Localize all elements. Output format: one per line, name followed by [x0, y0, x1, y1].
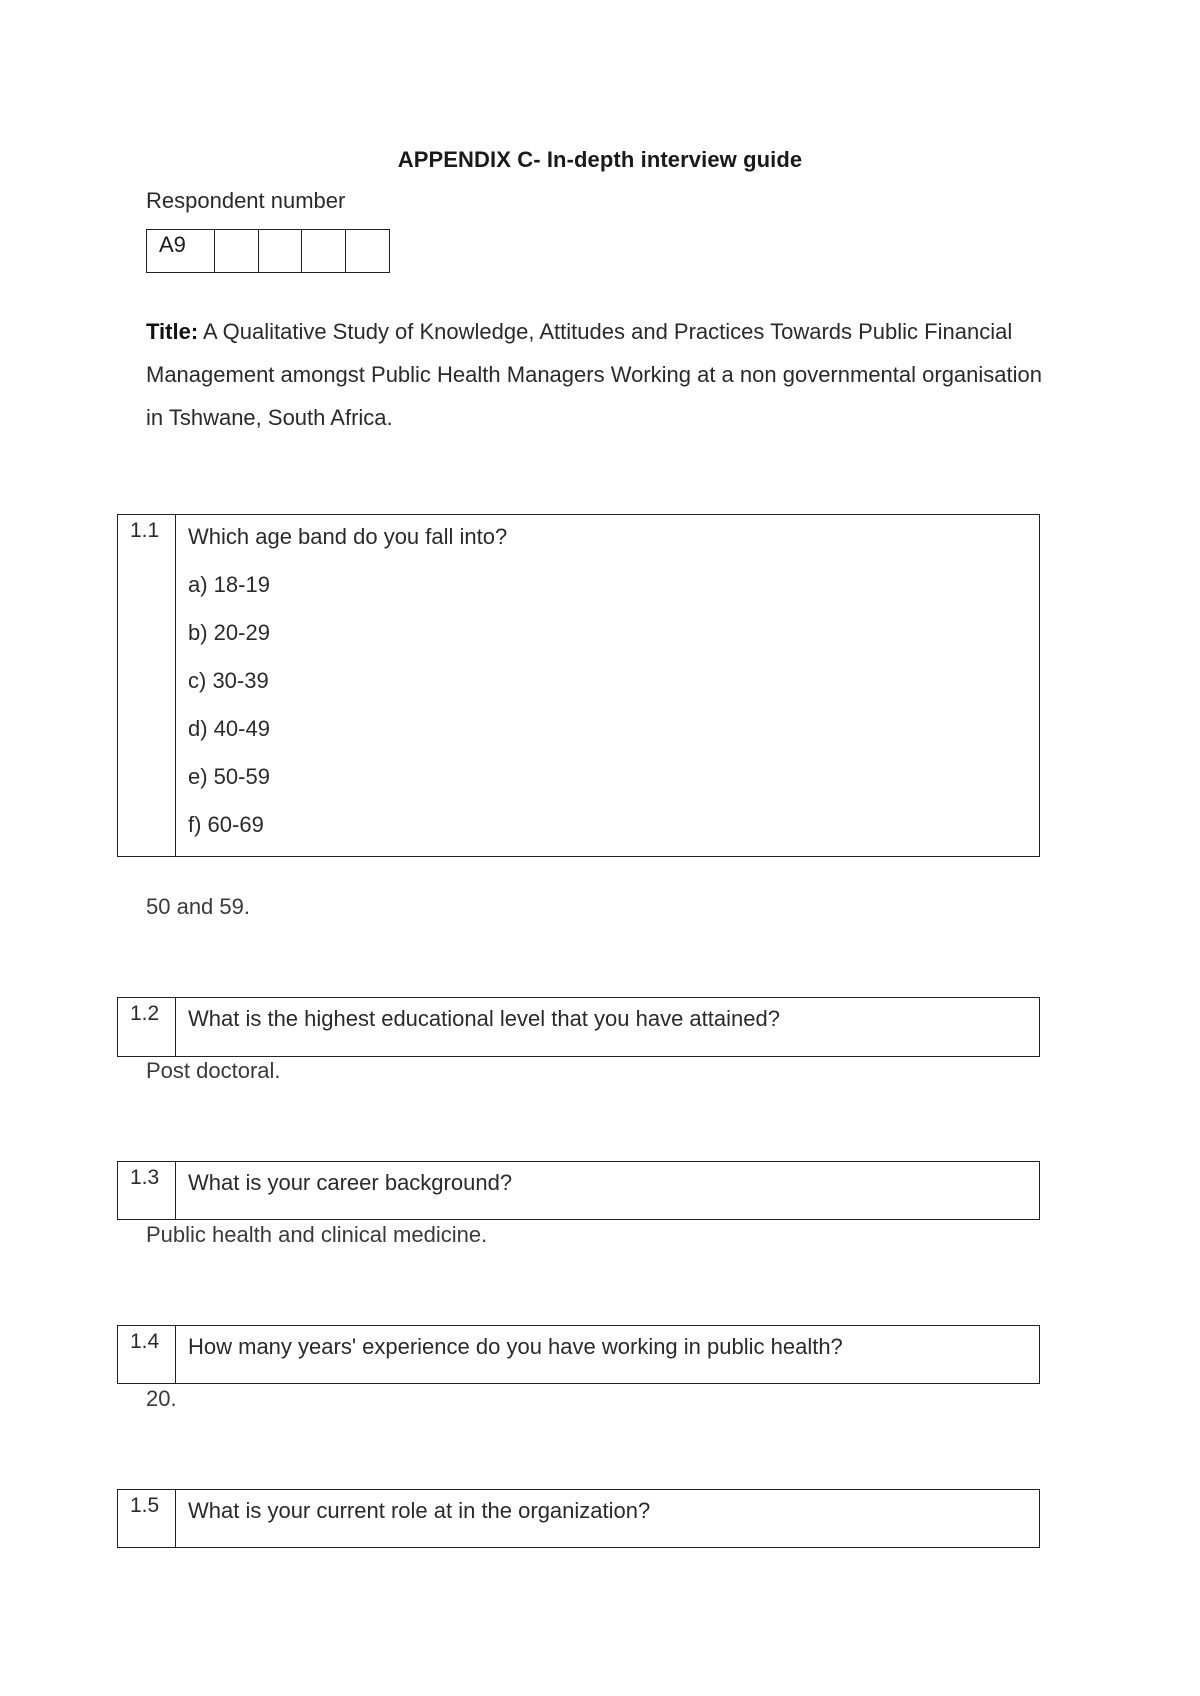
answer-text: Post doctoral.	[146, 1058, 281, 1083]
question-number: 1.2	[118, 998, 176, 1056]
question-text: What is your current role at in the organization?	[188, 1498, 651, 1523]
age-option: c) 30-39	[188, 668, 269, 693]
respondent-cell	[301, 230, 345, 272]
respondent-cell	[345, 230, 389, 272]
respondent-cell: A9	[159, 232, 186, 257]
answer-text: 20.	[146, 1386, 177, 1411]
question-box-1-3	[117, 1161, 1040, 1220]
question-box-1-2	[117, 997, 1040, 1057]
age-option: f) 60-69	[188, 812, 264, 837]
question-text: How many years' experience do you have working in public health?	[188, 1334, 843, 1359]
question-box-1-4	[117, 1325, 1040, 1384]
question-number: 1.3	[118, 1162, 176, 1219]
question-number: 1.4	[118, 1326, 176, 1383]
study-title-text: A Qualitative Study of Knowledge, Attitudes and Practices Towards Public Financial Management amongst Public Health Managers Working at a non governmental organisation in Tshwane, South Africa.	[146, 319, 1042, 430]
question-number: 1.1	[118, 515, 176, 856]
respondent-number-boxes	[146, 229, 390, 273]
answer-text: 50 and 59.	[146, 894, 250, 919]
age-option: e) 50-59	[188, 764, 270, 789]
question-box-1-1	[117, 514, 1040, 857]
question-number: 1.5	[118, 1490, 176, 1547]
age-option: d) 40-49	[188, 716, 270, 741]
study-title-label: Title:	[146, 319, 199, 344]
question-body	[176, 515, 1039, 856]
respondent-number-label: Respondent number	[146, 188, 346, 213]
question-text: What is your career background?	[188, 1170, 513, 1195]
respondent-cell	[214, 230, 258, 272]
question-box-1-5	[117, 1489, 1040, 1548]
respondent-cell	[258, 230, 301, 272]
question-text: What is the highest educational level that you have attained?	[188, 1006, 780, 1031]
age-option: b) 20-29	[188, 620, 270, 645]
study-title	[146, 310, 1046, 439]
answer-text: Public health and clinical medicine.	[146, 1222, 488, 1247]
question-text: Which age band do you fall into?	[188, 524, 508, 549]
age-option: a) 18-19	[188, 572, 270, 597]
page-title: APPENDIX C- In-depth interview guide	[397, 147, 803, 172]
